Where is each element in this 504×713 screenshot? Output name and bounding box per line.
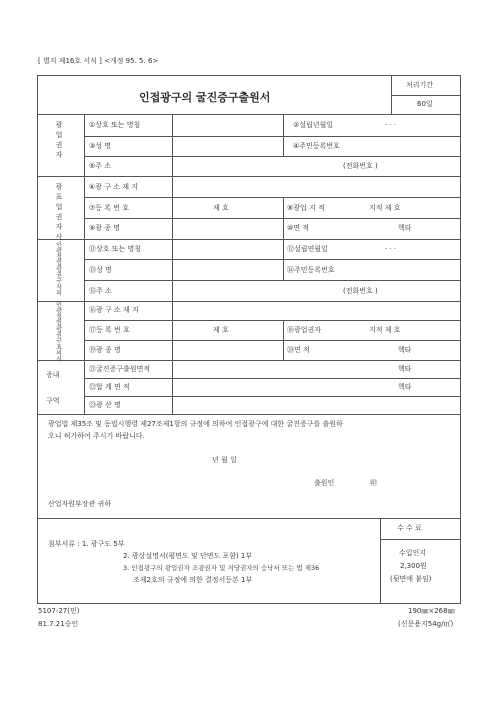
registration-number-label: ⑦등 록 번 호 <box>89 204 129 212</box>
adjacent-name-label: ⑬성 명 <box>89 266 112 274</box>
recipient: 산업자원부장관 귀하 <box>48 500 112 508</box>
extension-area-label: ㉑굴진증구출원면적 <box>89 365 151 373</box>
section-label-char: 인 <box>56 302 62 309</box>
area-unit: 헥타 <box>398 224 412 232</box>
trade-name-label: ①상호 또는 명칭 <box>89 121 141 129</box>
section-adjacent-mine <box>44 303 74 363</box>
section-applicant <box>44 122 74 162</box>
attachment-line3: 3. 인접광구의 광업권자 조광권자 및 저당권자의 승낙서 또는 법 제36 <box>123 564 320 572</box>
form-title: 인접광구의 굴진증구출원서 <box>139 91 271 104</box>
adjacent-registration-value[interactable]: 제 호 <box>213 326 229 334</box>
adjacent-registration-label: ⑰등 록 번 호 <box>89 326 130 334</box>
adjacent-holder-label: ⑱광업권자 <box>287 326 322 334</box>
fee-amount: 2,300원 <box>400 562 427 570</box>
section-label-char: 업 <box>55 131 63 139</box>
section-label-char: 시 <box>56 356 62 363</box>
section-area-1: 증내 <box>46 371 60 379</box>
total-area-label: ㉒합 계 면 적 <box>89 383 130 391</box>
fee-stamp: 수입인지 <box>399 549 427 557</box>
section-label-char: 광 <box>56 308 62 315</box>
adjacent-mine-location-label: ⑯광 구 소 재 지 <box>89 306 139 314</box>
adjacent-holder-value[interactable]: 지적 제 호 <box>369 326 401 334</box>
section-adjacent-holder <box>44 243 74 297</box>
section-label-char: 업 <box>56 320 62 327</box>
section-label-char: 자 <box>56 284 62 291</box>
section-label-char: 사 <box>55 233 63 241</box>
footer-code: 5107-27(민) <box>38 607 80 615</box>
section-area-2: 구역 <box>46 397 60 405</box>
seal-mark: ㊞ <box>370 479 377 487</box>
attachment-line2: 2. 광상설명서(평면도 및 단면도 포함) 1부 <box>123 552 253 560</box>
date-field[interactable]: 년 월 일 <box>212 456 237 464</box>
section-label-char: 접 <box>56 254 62 261</box>
section-label-char: 광 <box>55 121 63 129</box>
footer-paper: (신문용지54g/㎡) <box>398 620 454 628</box>
adjacent-area-label: ⑳면 적 <box>287 346 310 354</box>
section-label-char: 자 <box>55 151 63 159</box>
section-label-char: 의 <box>56 350 62 357</box>
mining-cadastre-label: ⑧광업 지 적 <box>287 204 325 212</box>
section-label-char: 권 <box>55 213 63 221</box>
section-label-char: 표 <box>55 193 63 201</box>
statement-line1: 광업법 제35조 및 동법시행령 제27조제1항의 규정에 의하여 인접광구에 대한 굴진증구를 출원하 <box>48 420 343 428</box>
adjacent-trade-name-label: ⑪상호 또는 명칭 <box>89 245 142 253</box>
section-label-char: 인 <box>56 242 62 249</box>
section-label-char: 권 <box>55 141 63 149</box>
founding-date-label: ②설립년월일 <box>293 121 334 129</box>
applicant-label: 출원인 <box>314 479 335 487</box>
attachment-line4: 조제2호의 규정에 의한 결정서등본 1부 <box>133 576 253 584</box>
attachment-line1: 첨부서류 : 1. 광구도 5부 <box>48 540 125 548</box>
section-label-char: 권 <box>56 272 62 279</box>
mining-cadastre-value[interactable]: 지적 제 호 <box>369 204 401 212</box>
phone-field[interactable]: (전화번호 ) <box>343 162 378 170</box>
section-label-char: 광 <box>56 248 62 255</box>
adjacent-mineral-label: ⑲광 종 명 <box>89 346 121 354</box>
statement-line2: 오니 허가하여 주시기 바랍니다. <box>48 432 145 440</box>
adjacent-founding-date-label: ⑫설립연월일 <box>287 245 328 253</box>
section-label-char: 구 <box>56 338 62 345</box>
total-area-unit: 헥타 <box>398 383 412 391</box>
mine-location-label: ⑥광 구 소 재 지 <box>89 183 138 191</box>
section-label-char: 광 <box>55 183 63 191</box>
fee-note: (뒷면에 붙임) <box>390 575 432 583</box>
adjacent-address-label: ⑮주 소 <box>89 287 112 295</box>
registration-number-value[interactable]: 제 호 <box>213 204 229 212</box>
adjacent-founding-date-value[interactable]: · · · <box>385 245 397 253</box>
section-label-char: 광 <box>56 326 62 333</box>
address-label: ⑤주 소 <box>89 162 112 170</box>
founding-date-value[interactable]: · · · <box>385 121 397 129</box>
footer-approval: 81.7.21승인 <box>38 620 79 628</box>
section-label-char: 광 <box>56 266 62 273</box>
footer-size: 190㎜×268㎜ <box>408 607 455 615</box>
section-label-char: 업 <box>56 260 62 267</box>
section-label-char: 자 <box>55 223 63 231</box>
mine-name-label: ㉓광 산 명 <box>89 401 121 409</box>
adjacent-phone-field[interactable]: (전화번호 ) <box>343 287 378 295</box>
section-label-char: 구 <box>56 278 62 285</box>
form-number: [ 별지 제16호 서식 ] <개정 95. 5. 6> <box>38 57 159 65</box>
processing-period-value: 60일 <box>417 100 433 108</box>
adjacent-resident-id-label: ⑭주민등록번호 <box>287 266 335 274</box>
extension-area-unit: 헥타 <box>398 365 412 373</box>
section-label-char: 접 <box>56 314 62 321</box>
section-label-char: 업 <box>55 203 63 211</box>
section-label-char: 의 <box>56 290 62 297</box>
section-label-char: 표 <box>56 344 62 351</box>
name-label: ③성 명 <box>89 142 112 150</box>
section-label-char: 권 <box>56 332 62 339</box>
section-mine <box>44 184 74 244</box>
mineral-type-label: ⑨광 종 명 <box>89 224 121 232</box>
area-label: ⑩면 적 <box>287 224 310 232</box>
processing-period-label: 처리기간 <box>406 81 434 89</box>
adjacent-area-unit: 헥타 <box>398 346 412 354</box>
resident-id-label: ④주민등록번호 <box>293 142 340 150</box>
fee-label: 수 수 료 <box>397 524 422 532</box>
